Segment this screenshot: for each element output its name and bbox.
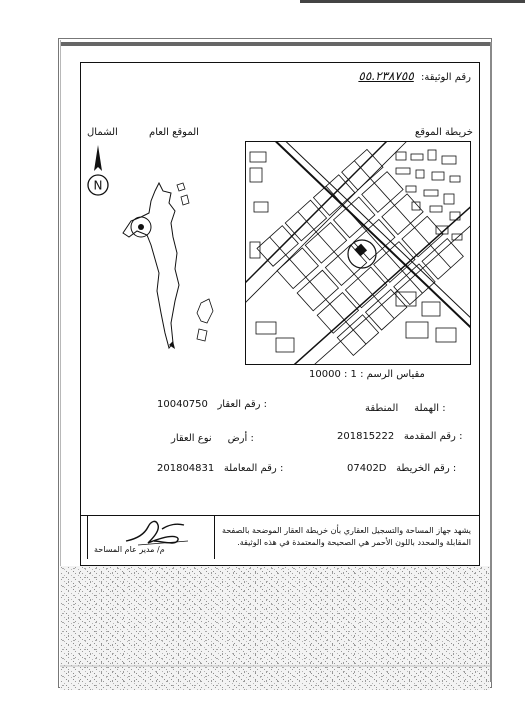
scale-label: مقياس الرسم : — [360, 369, 425, 380]
property-number-value: 10040750 — [157, 399, 208, 410]
field-property-number — [157, 399, 267, 410]
property-type-label: نوع العقار : — [171, 433, 254, 444]
transaction-no-label: رقم المعاملة : — [223, 463, 284, 474]
scan-edge — [300, 0, 525, 3]
top-border-line — [60, 42, 490, 46]
overview-map — [101, 173, 221, 358]
area-label: المنطقة : — [365, 403, 446, 414]
map-scale — [309, 369, 425, 380]
document-number-value: ٥٥.٢٣٨٧٥٥ — [358, 69, 414, 83]
property-type-value: أرض — [227, 433, 248, 444]
certification-text — [221, 525, 471, 549]
field-map-no — [347, 463, 456, 474]
area-value: الهملة — [414, 403, 440, 414]
field-application-no — [337, 431, 462, 442]
certification-line-1: يشهد جهاز المساحة والتسجيل العقاري بأن خريطة العقار الموضحة بالصفحة — [221, 526, 471, 535]
property-number-label: رقم العقار : — [217, 399, 268, 410]
scale-value: 1 : 10000 — [309, 369, 357, 380]
application-no-value: 201815222 — [337, 431, 395, 442]
north-letter: N — [93, 178, 103, 193]
map-no-label: رقم الخريطة : — [396, 463, 457, 474]
site-map — [245, 141, 471, 365]
north-label: الشمال — [87, 127, 118, 138]
general-location-label: الموقع العام — [149, 127, 199, 138]
application-no-label: رقم المقدمة : — [403, 431, 463, 442]
island-outline — [123, 183, 179, 348]
map-no-value: 07402D — [347, 463, 387, 474]
scan-noise — [60, 566, 490, 690]
document-box — [80, 62, 480, 566]
field-area — [365, 403, 446, 414]
field-transaction-no — [157, 463, 283, 474]
signature-mark — [118, 515, 198, 549]
document-number — [358, 69, 471, 83]
right-rule — [490, 42, 492, 682]
transaction-no-value: 201804831 — [157, 463, 215, 474]
signature-box — [87, 515, 215, 559]
certification-line-2: المقابلة والمحدد باللون الأحمر هي الصحيحة والمعتمدة في هذه الوثيقة. — [237, 538, 471, 547]
site-map-label: خريطة الموقع — [414, 127, 473, 138]
field-property-type — [171, 433, 254, 444]
signer-title: م/ مدير عام المساحة — [94, 545, 165, 554]
document-number-label: رقم الوثيقة: — [420, 72, 471, 83]
